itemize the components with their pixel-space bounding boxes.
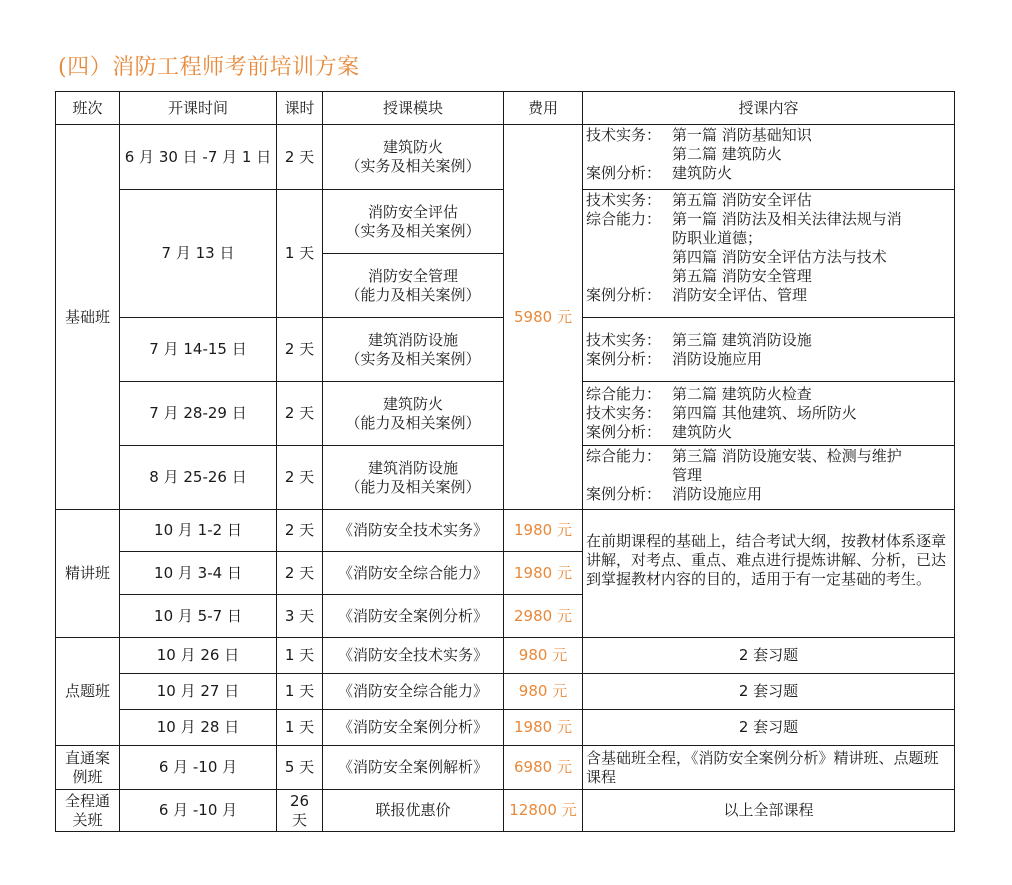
module-cell: 《消防安全案例分析》 (323, 710, 504, 746)
content-text: 防职业道德； (672, 229, 763, 247)
class-direct: 直通案例班 (56, 746, 120, 790)
module-cell: 《消防安全综合能力》 (323, 674, 504, 710)
module-cell (323, 254, 504, 318)
module-cell: 《消防安全案例解析》 (323, 746, 504, 790)
price-cell: 980 元 (504, 638, 583, 674)
hours-cell: 1 天 (277, 190, 323, 318)
date-cell: 10 月 27 日 (120, 674, 277, 710)
content-label: 综合能力： (586, 385, 662, 403)
content-label: 技术实务： (586, 330, 662, 349)
content-text: 第三篇 建筑消防设施 (672, 330, 812, 349)
hours-cell: 2 天 (277, 125, 323, 190)
content-text: 管理 (672, 466, 703, 484)
module-cell (323, 125, 504, 190)
content-label: 案例分析： (586, 423, 662, 441)
module-line: （实务及相关案例） (345, 221, 481, 240)
price-cell: 2980 元 (504, 595, 583, 638)
module-line: 建筑消防设施 (367, 458, 458, 477)
table-row (56, 674, 955, 710)
date-cell: 6 月 30 日 -7 月 1 日 (120, 125, 277, 190)
date-cell: 10 月 28 日 (120, 710, 277, 746)
hours-cell: 26 天 (277, 790, 323, 832)
content-cell: 2 套习题 (583, 674, 955, 710)
header-class: 班次 (56, 92, 120, 125)
content-text: 第二篇 建筑防火 (672, 145, 782, 163)
module-cell: 《消防安全技术实务》 (323, 638, 504, 674)
content-label: 技术实务： (586, 404, 662, 422)
content-text: 第四篇 消防安全评估方法与技术 (672, 248, 887, 266)
content-label: 案例分析： (586, 485, 662, 503)
header-hours: 课时 (277, 92, 323, 125)
content-text: 第一篇 消防基础知识 (672, 126, 812, 144)
hours-cell: 2 天 (277, 318, 323, 382)
date-cell: 10 月 26 日 (120, 638, 277, 674)
hours-cell: 1 天 (277, 674, 323, 710)
module-line: 建筑防火 (382, 138, 443, 156)
header-price: 费用 (504, 92, 583, 125)
content-text: 建筑防火 (672, 423, 733, 441)
module-line: （能力及相关案例） (345, 413, 481, 432)
header-module: 授课模块 (323, 92, 504, 125)
price-cell: 6980 元 (504, 746, 583, 790)
header-content: 授课内容 (583, 92, 955, 125)
module-line: （能力及相关案例） (345, 477, 481, 496)
date-cell: 7 月 13 日 (120, 190, 277, 318)
hours-cell: 5 天 (277, 746, 323, 790)
content-text: 第二篇 建筑防火检查 (672, 385, 812, 403)
price-cell: 1980 元 (504, 552, 583, 595)
hours-cell: 3 天 (277, 595, 323, 638)
class-basic: 基础班 (56, 125, 120, 510)
date-cell: 10 月 3-4 日 (120, 552, 277, 595)
content-cell (583, 382, 955, 446)
content-label: 案例分析： (586, 286, 662, 304)
date-cell: 7 月 28-29 日 (120, 382, 277, 446)
header-row (56, 92, 955, 125)
content-text: 消防设施应用 (672, 349, 763, 368)
module-line: 消防安全管理 (367, 266, 458, 285)
module-cell: 《消防安全技术实务》 (323, 510, 504, 552)
hours-cell: 2 天 (277, 446, 323, 510)
module-line: （能力及相关案例） (345, 285, 481, 304)
content-text: 第四篇 其他建筑、场所防火 (672, 404, 857, 422)
date-cell: 7 月 14-15 日 (120, 318, 277, 382)
module-cell (323, 446, 504, 510)
module-cell (323, 190, 504, 254)
content-text: 第五篇 消防安全评估 (672, 191, 812, 209)
table-row (56, 638, 955, 674)
table-row (56, 746, 955, 790)
hours-cell: 1 天 (277, 638, 323, 674)
class-key: 点题班 (56, 638, 120, 746)
module-cell: 联报优惠价 (323, 790, 504, 832)
content-cell (583, 446, 955, 510)
date-cell: 10 月 1-2 日 (120, 510, 277, 552)
content-label: 案例分析： (586, 349, 662, 368)
content-label: 综合能力： (586, 210, 662, 228)
content-cell: 以上全部课程 (583, 790, 955, 832)
content-text: 第五篇 消防安全管理 (672, 267, 812, 285)
module-cell (323, 382, 504, 446)
content-cell (583, 125, 955, 190)
date-cell: 10 月 5-7 日 (120, 595, 277, 638)
module-line: （实务及相关案例） (345, 349, 481, 368)
content-text: 第三篇 消防设施安装、检测与维护 (672, 447, 902, 465)
page-title: (四）消防工程师考前培训方案 (58, 55, 360, 80)
price-cell: 1980 元 (504, 710, 583, 746)
price-cell: 980 元 (504, 674, 583, 710)
date-cell: 6 月 -10 月 (120, 790, 277, 832)
price-cell: 1980 元 (504, 510, 583, 552)
content-text: 消防设施应用 (672, 485, 763, 503)
module-line: （实务及相关案例） (345, 157, 481, 175)
module-line: 建筑防火 (382, 394, 443, 413)
price-cell: 12800 元 (504, 790, 583, 832)
content-intensive: 在前期课程的基础上，结合考试大纲，按教材体系逐章讲解，对考点、重点、难点进行提炼讲解、分析，已达到掌握教材内容的目的，适用于有一定基础的考生。 (583, 510, 955, 638)
table-row (56, 125, 955, 190)
date-cell: 6 月 -10 月 (120, 746, 277, 790)
module-cell (323, 318, 504, 382)
header-date: 开课时间 (120, 92, 277, 125)
content-text: 第一篇 消防法及相关法律法规与消 (672, 210, 902, 228)
class-full: 全程通关班 (56, 790, 120, 832)
table-row (56, 710, 955, 746)
hours-cell: 2 天 (277, 552, 323, 595)
hours-cell: 1 天 (277, 710, 323, 746)
content-label: 技术实务： (586, 126, 662, 144)
content-text: 消防安全评估、管理 (672, 286, 808, 304)
content-label: 技术实务： (586, 191, 662, 209)
table-row (56, 510, 955, 552)
content-label: 案例分析： (586, 164, 662, 182)
price-basic: 5980 元 (504, 125, 583, 510)
content-cell (583, 190, 955, 318)
module-cell: 《消防安全案例分析》 (323, 595, 504, 638)
content-text: 建筑防火 (672, 164, 733, 182)
class-intensive: 精讲班 (56, 510, 120, 638)
date-cell: 8 月 25-26 日 (120, 446, 277, 510)
table-row (56, 790, 955, 832)
content-cell: 2 套习题 (583, 638, 955, 674)
module-line: 建筑消防设施 (367, 330, 458, 349)
hours-cell: 2 天 (277, 382, 323, 446)
content-cell: 含基础班全程，《消防安全案例分析》精讲班、点题班课程 (583, 746, 955, 790)
hours-cell: 2 天 (277, 510, 323, 552)
module-line: 消防安全评估 (367, 202, 458, 221)
content-label: 综合能力： (586, 447, 662, 465)
training-schedule-table (55, 91, 955, 832)
content-cell: 2 套习题 (583, 710, 955, 746)
module-cell: 《消防安全综合能力》 (323, 552, 504, 595)
content-cell (583, 318, 955, 382)
